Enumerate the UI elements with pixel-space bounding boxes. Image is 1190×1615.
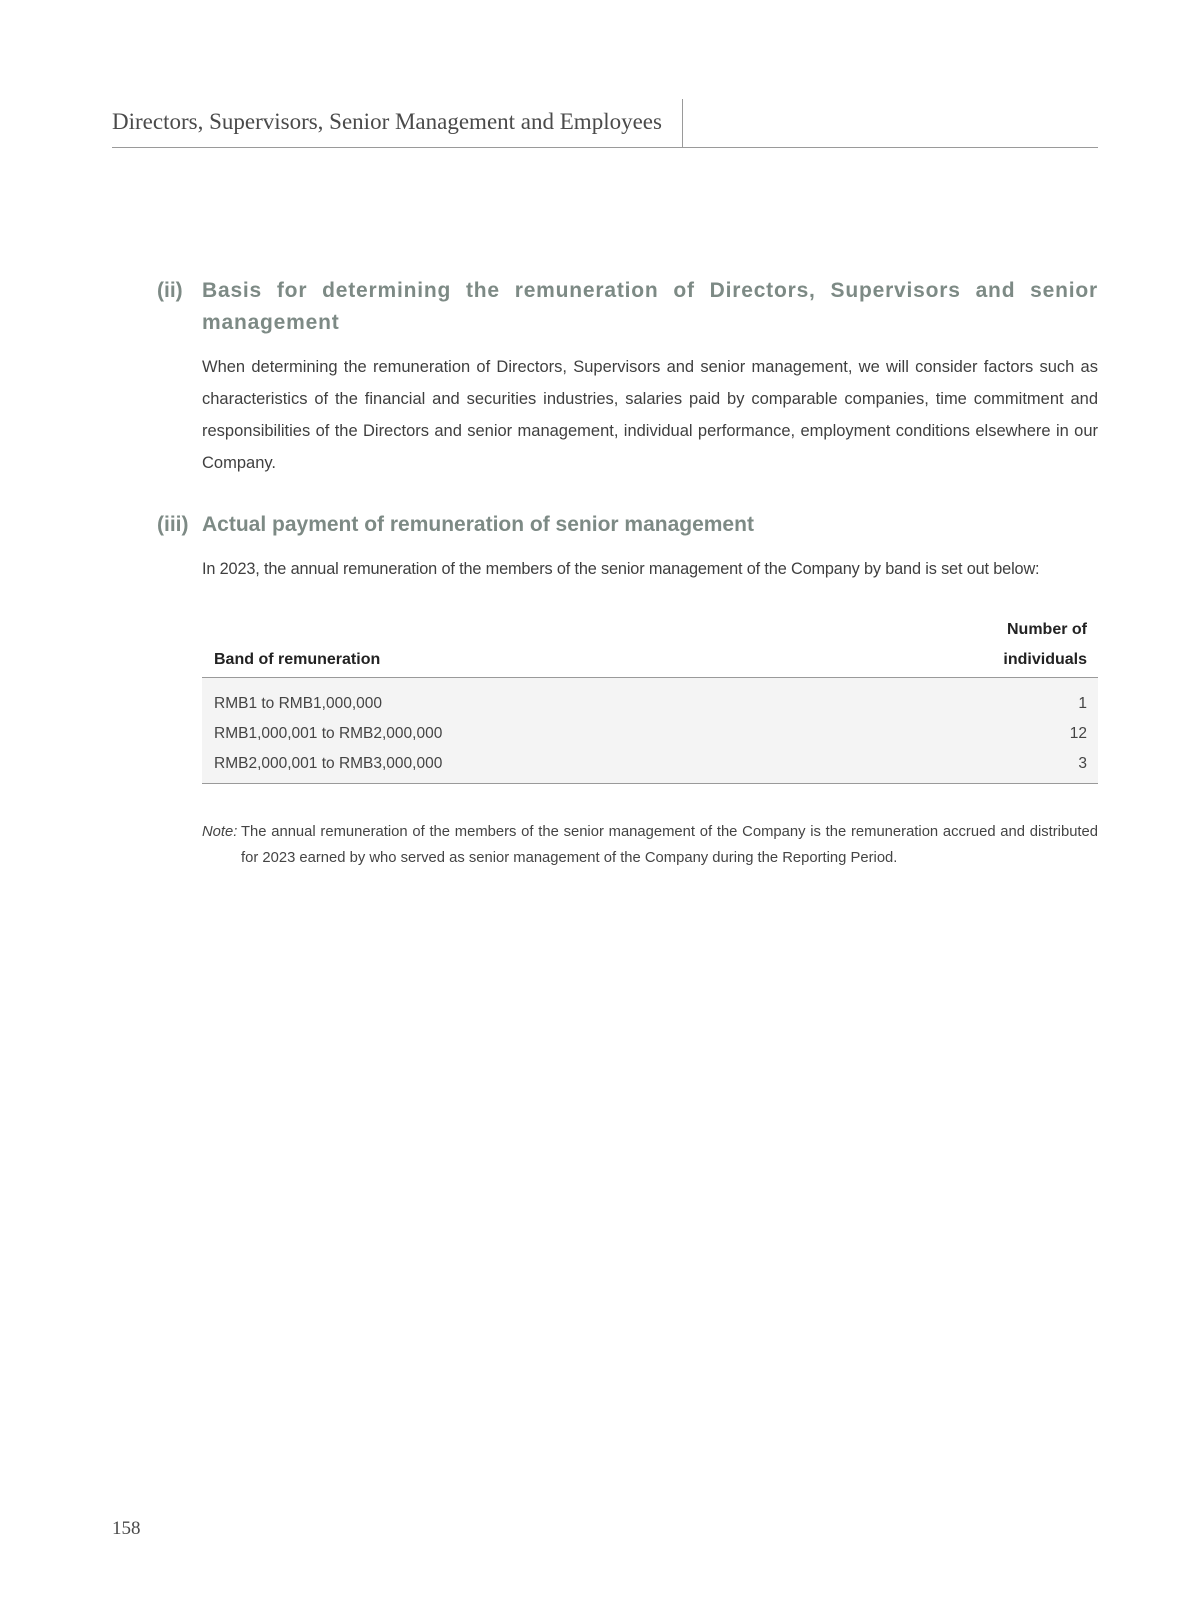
section-number: (ii) — [157, 279, 183, 302]
remuneration-table — [202, 617, 1098, 784]
table-row — [202, 719, 1098, 749]
note-text: The annual remuneration of the members of the senior management of the Company is the remuneration accrued and distributed for 2023 earned by who served as senior management of the Company during the Reporting Period. — [241, 824, 1098, 866]
column-header-count — [1003, 615, 1087, 675]
section-number: (iii) — [157, 513, 189, 536]
header-divider — [682, 99, 683, 147]
count-cell: 3 — [1078, 755, 1087, 772]
section-heading-iii — [157, 509, 1098, 541]
running-header — [112, 99, 1098, 148]
table-body — [202, 678, 1098, 784]
section-title: Basis for determining the remuneration of Directors, Supervisors and senior management — [202, 279, 1098, 334]
count-cell: 12 — [1069, 725, 1087, 742]
band-cell: RMB1 to RMB1,000,000 — [214, 695, 383, 712]
table-note — [202, 819, 1098, 871]
column-header-band: Band of remuneration — [214, 651, 381, 668]
column-header-count-line1: Number of — [1007, 621, 1087, 638]
section-title: Actual payment of remuneration of senior management — [202, 513, 754, 536]
section-body-iii: In 2023, the annual remuneration of the members of the senior management of the Company by band is set out below: — [202, 560, 1040, 578]
section-body-ii: When determining the remuneration of Directors, Supervisors and senior management, we will consider factors such as characteristics of the financial and securities industries, salaries paid by comparable companies, time commitment and responsibilities of the Directors and senior management, individual performance, employment conditions elsewhere in our Company. — [202, 358, 1098, 472]
column-header-count-line2: individuals — [1003, 651, 1087, 668]
section-heading-ii — [157, 275, 1098, 339]
band-cell: RMB2,000,001 to RMB3,000,000 — [214, 755, 443, 772]
page-number: 158 — [112, 1518, 141, 1539]
band-cell: RMB1,000,001 to RMB2,000,000 — [214, 725, 443, 742]
count-cell: 1 — [1078, 695, 1087, 712]
table-row — [202, 689, 1098, 719]
note-label: Note: — [202, 824, 238, 840]
table-header — [202, 617, 1098, 678]
running-header-title: Directors, Supervisors, Senior Management and Employees — [112, 109, 662, 134]
table-row — [202, 749, 1098, 779]
